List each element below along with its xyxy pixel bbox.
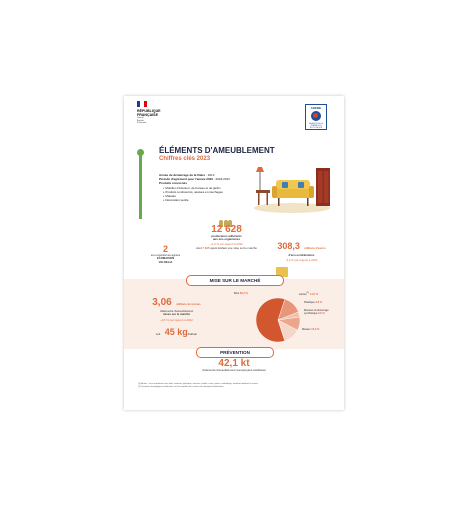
motto-line-1: Liberté — [137, 117, 144, 119]
market-tonnage — [144, 292, 209, 340]
eco-change: -3,4 % par rapport à 2022 — [285, 258, 318, 263]
ademe-logo-subtitle: AGENCE DE LA TRANSITION ÉCOLOGIQUE — [309, 123, 323, 129]
people-icon — [219, 214, 233, 222]
side-tab-label: FAITS & CHIFFRES — [139, 176, 143, 206]
eco-value: 308,3 — [277, 241, 300, 251]
adherents-declared-count: 7 395 — [202, 246, 210, 251]
tonnes-value: 3,06 — [152, 297, 172, 308]
tonnes-text-2: mises sur le marché — [163, 312, 190, 317]
eco-unit: millions d'euros — [304, 246, 326, 250]
french-flag-icon — [137, 101, 147, 107]
list-item: ▸ Décoration textile — [163, 198, 269, 202]
adherents-change: +1,9 % par rapport à 2022 — [210, 241, 243, 246]
republic-line-2: FRANÇAISE — [137, 113, 158, 117]
per-capita-line: soit 45 kg/hab/an — [155, 327, 198, 338]
prevention-section-title: PRÉVENTION — [196, 347, 274, 358]
start-year-value: : 2013 — [206, 173, 215, 177]
orgs-count: 2 — [162, 244, 168, 254]
footnote: (1) Autres : tous matériaux hors bois, métaux, plastique, mousse, textile, verre, pierre, emballage, matériel médical et autres. — [138, 383, 259, 385]
footnotes — [138, 383, 333, 389]
tonnes-line — [144, 292, 209, 310]
list-item: ▸ Mobilier d'intérieur, de bureau et de jardin — [163, 186, 269, 190]
products-label: Produits concernés — [159, 181, 188, 186]
cushion-shape — [282, 182, 288, 188]
facts-side-tab — [136, 149, 146, 219]
ademe-logo — [305, 104, 327, 130]
footnote: (2) Quantité réemployées-réutilisées via l'ensemble des canaux de réemploi-réutilisation. — [138, 385, 224, 388]
legend-plastique: Plastique 3,8 % — [304, 301, 323, 304]
prevention-text: d'éléments d'ameublement réemployées-réutilisées — [202, 368, 266, 372]
eco-value-line — [264, 236, 339, 254]
page-subtitle: Chiffres clés 2023 — [159, 156, 211, 162]
orgs-text: éco-organismes agréés — [150, 253, 181, 257]
ademe-globe-icon — [311, 111, 321, 121]
start-year-label: Année de démarrage de la filière — [159, 173, 206, 177]
legend-autres: Autres$^{(1)}$ 14,0 % — [299, 292, 318, 296]
org-name: VALDELIA — [158, 259, 173, 264]
legend-mousse: Mousse rembourrage synthétique 9,9 % — [304, 309, 329, 315]
list-item: ▸ Produits rembourrés, assises et couchages — [163, 190, 269, 194]
market-section-title: MISE SUR LE MARCHÉ — [186, 275, 284, 286]
factsheet-page — [124, 96, 344, 410]
period-value: : 2018-2023 — [213, 177, 230, 182]
org-name: ECOMAISON — [156, 256, 175, 261]
motto-line-3: Fraternité — [137, 122, 147, 125]
adherents-text-2: aux éco-organismes — [212, 237, 241, 242]
republic-motto — [137, 117, 167, 125]
materials-pie-chart — [254, 296, 302, 344]
legend-metaux: Métaux 12,3 % — [302, 328, 320, 331]
list-item: ▸ Matelas — [163, 194, 269, 198]
period-label: Période d'agrément pour l'année 2023 — [159, 177, 213, 182]
per-capita-value: 45 kg — [164, 327, 188, 338]
eco-text: d'éco-contributions — [288, 253, 315, 257]
adherents-count: 12 628 — [211, 224, 242, 235]
stat-adherents — [194, 224, 259, 251]
adherents-text-1: producteurs adhérents — [211, 234, 242, 238]
republic-line-1: RÉPUBLIQUE — [137, 109, 161, 113]
page-title: ÉLÉMENTS D'AMEUBLEMENT — [159, 146, 275, 155]
table-shape — [256, 190, 270, 193]
republic-label — [137, 109, 177, 117]
prevention-stat — [164, 358, 304, 372]
tonnes-unit: millions de tonnes — [176, 302, 201, 306]
stat-eco-organisms — [138, 244, 193, 264]
tonnes-change: +0,5 % par rapport à 2022 — [160, 317, 193, 322]
furniture-illustration — [252, 164, 334, 214]
stat-eco-contributions — [264, 236, 339, 263]
prevention-value: 42,1 kt — [218, 358, 250, 369]
motto-line-2: Égalité — [137, 119, 144, 122]
ademe-logo-label: ADEME — [310, 106, 322, 110]
per-capita-unit: /hab/an — [187, 332, 198, 337]
tonnes-text-1: d'éléments d'ameublement — [159, 309, 194, 313]
legend-bois: Bois 60,2 % — [234, 292, 248, 295]
adherents-declared-line: dont 7 395 ayant déclaré une mise sur le marché — [196, 246, 257, 251]
